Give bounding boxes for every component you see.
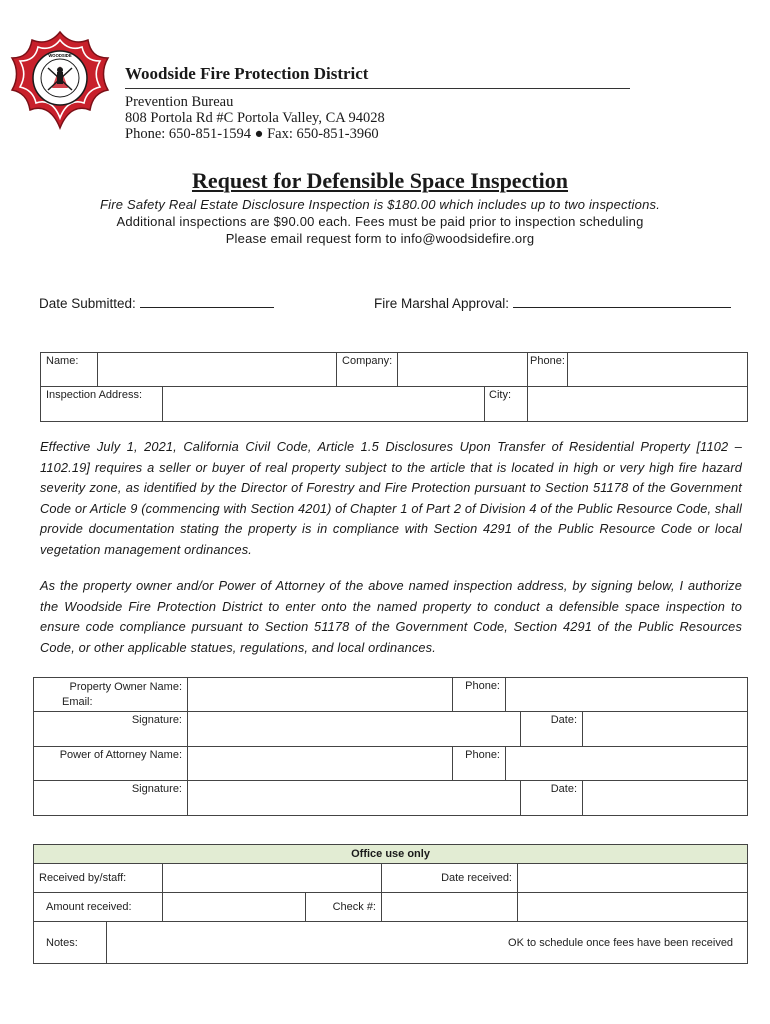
inspection-address-label: Inspection Address:: [41, 387, 163, 422]
owner-date-label: Date:: [521, 712, 583, 747]
intro-line-3: Please email request form to info@woodsidefire.org: [225, 231, 535, 246]
fire-marshal-approval-label: Fire Marshal Approval:: [374, 296, 510, 311]
phone-label: Phone:: [528, 353, 568, 387]
owner-signature-label: Signature:: [34, 712, 188, 747]
owner-name-label-cell: [34, 678, 188, 712]
owner-phone-label: Phone:: [453, 678, 506, 712]
logo-ring-text: WOODSIDE: [48, 53, 72, 58]
office-extra-cell[interactable]: [518, 893, 748, 922]
company-label: Company:: [337, 353, 398, 387]
fire-marshal-approval-line[interactable]: [513, 293, 731, 308]
poa-name-label: Power of Attorney Name:: [34, 747, 188, 781]
intro-line-1: Fire Safety Real Estate Disclosure Inspection is $180.00 which includes up to two inspections.: [99, 197, 661, 212]
date-received-input[interactable]: [518, 864, 748, 893]
poa-phone-label: Phone:: [453, 747, 506, 781]
property-owner-name-input[interactable]: [188, 678, 453, 712]
email-label: Email:: [62, 696, 93, 708]
poa-date-input[interactable]: [583, 781, 748, 816]
bureau-contact: Phone: 650-851-1594 ● Fax: 650-851-3960: [125, 126, 379, 142]
poa-date-label: Date:: [521, 781, 583, 816]
intro-line-2: Additional inspections are $90.00 each. Fees must be paid prior to inspection scheduling: [116, 214, 644, 229]
poa-phone-input[interactable]: [506, 747, 748, 781]
office-use-header: Office use only: [34, 845, 748, 864]
date-received-label: Date received:: [382, 864, 518, 893]
city-input[interactable]: [528, 387, 748, 422]
received-by-label: Received by/staff:: [34, 864, 163, 893]
owner-date-input[interactable]: [583, 712, 748, 747]
notes-label: Notes:: [34, 922, 107, 964]
company-input[interactable]: [398, 353, 528, 387]
property-owner-name-label: Property Owner Name:: [69, 681, 182, 693]
phone-input[interactable]: [568, 353, 748, 387]
authorization-signature-table: [33, 677, 748, 816]
check-number-input[interactable]: [382, 893, 518, 922]
owner-signature-input[interactable]: [188, 712, 521, 747]
form-title: Request for Defensible Space Inspection: [191, 168, 569, 193]
amount-received-input[interactable]: [163, 893, 306, 922]
city-label: City:: [484, 387, 527, 421]
org-name: Woodside Fire Protection District: [125, 64, 369, 83]
name-label: Name:: [41, 353, 98, 387]
requester-contact-table: [40, 352, 748, 422]
poa-name-input[interactable]: [188, 747, 453, 781]
civil-code-paragraph: Effective July 1, 2021, California Civil Code, Article 1.5 Disclosures Upon Transfer of Residential Property [1102 – 1102.19] requires a seller or buyer of real property subject to the article that is located in high or very high fire hazard severity zone, as identified by the Director of Forestry and Fire Protection pursuant to Section 51178 of the Government Code or Article 9 (commencing with Section 4201) of Chapter 1 of Part 2 of Division 4 of the Public Resource Code, shall provide documentation stating the property is in compliance with Section 4291 of the Public Resource Code or local vegetation management ordinances.: [40, 439, 742, 557]
header-divider: [125, 88, 630, 89]
received-by-input[interactable]: [163, 864, 382, 893]
poa-signature-input[interactable]: [188, 781, 521, 816]
date-submitted-line[interactable]: [140, 293, 274, 308]
ok-to-schedule-note: OK to schedule once fees have been received: [508, 936, 734, 949]
fire-marshal-approval-field[interactable]: [374, 293, 731, 311]
name-input[interactable]: [98, 353, 337, 387]
amount-received-label: Amount received:: [34, 893, 163, 922]
owner-phone-input[interactable]: [506, 678, 748, 712]
authorization-paragraph: As the property owner and/or Power of Attorney of the above named inspection address, by signing below, I authorize the Woodside Fire Protection District to enter onto the named property to conduct a defensible space inspection to ensure code compliance pursuant to Section 51178 of the Government Code, Section 4291 of the Public Resources Code, or other applicable statues, regulations, and local ordinances.: [40, 578, 742, 655]
poa-signature-label: Signature:: [34, 781, 188, 816]
date-submitted-label: Date Submitted:: [39, 296, 136, 311]
bureau-name: Prevention Bureau: [125, 94, 234, 110]
office-use-table: [33, 844, 748, 964]
notes-input[interactable]: [107, 922, 748, 964]
check-number-label: Check #:: [306, 893, 382, 922]
date-submitted-field[interactable]: [39, 293, 274, 311]
bureau-address: 808 Portola Rd #C Portola Valley, CA 94028: [125, 110, 385, 126]
inspection-address-input[interactable]: [163, 387, 528, 422]
fire-district-logo: [8, 28, 112, 132]
